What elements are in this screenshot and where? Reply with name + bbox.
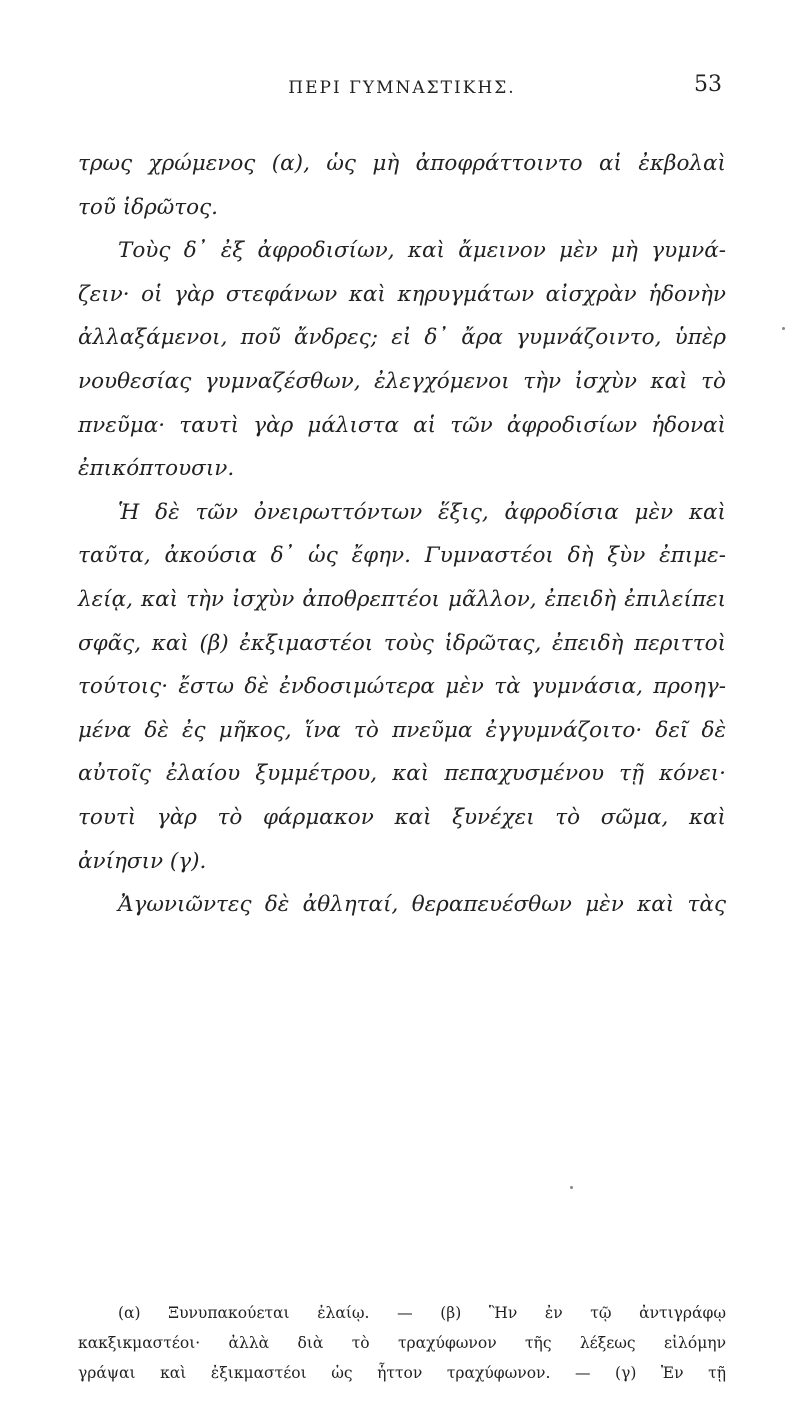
page-number: 53 bbox=[694, 72, 722, 97]
paper-speck bbox=[570, 1186, 573, 1189]
text-line: σφᾶς, καὶ (β) ἐκξιμαστέοι τοὺς ἱδρῶτας, ἐπειδὴ περιττοὶ bbox=[78, 630, 726, 656]
text-line: ἐπικόπτουσιν. bbox=[78, 456, 235, 482]
footnote-line: γράψαι καὶ ἐξικμαστέοι ὡς ἧττον τραχύφωνον. — (γ) Ἐν τῇ bbox=[78, 1364, 726, 1382]
text-line: νουθεσίας γυμναζέσθων, ἐλεγχόμενοι τὴν ἰσχὺν καὶ τὸ bbox=[78, 368, 726, 394]
text-line: λείᾳ, καὶ τὴν ἰσχὺν ἀποθρεπτέοι μᾶλλον, ἐπειδὴ ἐπιλείπει bbox=[78, 586, 726, 612]
text-line: πνεῦμα· ταυτὶ γὰρ μάλιστα αἱ τῶν ἀφροδισίων ἡδοναὶ bbox=[78, 412, 726, 438]
footnote-line: (α) Ξυνυπακούεται ἐλαίῳ. — (β) Ἣν ἐν τῷ ἀντιγράφῳ bbox=[118, 1304, 726, 1322]
paper-speck bbox=[782, 327, 785, 330]
page-header bbox=[78, 72, 726, 102]
text-line: Ἡ δὲ τῶν ὀνειρωττόντων ἕξις, ἀφροδίσια μὲν καὶ bbox=[118, 499, 726, 525]
book-page bbox=[78, 0, 726, 1416]
text-line: τοῦ ἱδρῶτος. bbox=[78, 194, 219, 220]
text-line: ἀνίησιν (γ). bbox=[78, 848, 207, 874]
text-line: τρως χρώμενος (α), ὡς μὴ ἀποφράττοιντο αἱ ἐκβολαὶ bbox=[78, 151, 726, 176]
text-line: μένα δὲ ἐς μῆκος, ἵνα τὸ πνεῦμα ἐγγυμνάζοιτο· δεῖ δὲ bbox=[78, 717, 726, 743]
main-text bbox=[78, 142, 726, 927]
footnote-line: κακξικμαστέοι· ἀλλὰ διὰ τὸ τραχύφωνον τῆς λέξεως εἰλόμην bbox=[78, 1334, 726, 1352]
text-line: ἀλλαξάμενοι, ποῦ ἄνδρες; εἰ δ᾽ ἄρα γυμνάζοιντο, ὑπὲρ bbox=[78, 325, 726, 351]
text-line: αὐτοῖς ἐλαίου ξυμμέτρου, καὶ πεπαχυσμένου τῇ κόνει· bbox=[78, 761, 726, 787]
footnotes bbox=[78, 1298, 726, 1388]
text-line: Τοὺς δ᾽ ἐξ ἀφροδισίων, καὶ ἄμεινον μὲν μὴ γυμνά- bbox=[118, 238, 726, 264]
text-line: τουτὶ γὰρ τὸ φάρμακον καὶ ξυνέχει τὸ σῶμα, καὶ bbox=[78, 804, 726, 830]
text-line: Ἀγωνιῶντες δὲ ἀθληταί, θεραπευέσθων μὲν καὶ τὰς bbox=[118, 892, 726, 918]
text-line: ζειν· οἱ γὰρ στεφάνων καὶ κηρυγμάτων αἰσχρὰν ἡδονὴν bbox=[78, 281, 726, 307]
text-line: τούτοις· ἔστω δὲ ἐνδοσιμώτερα μὲν τὰ γυμνάσια, προηγ- bbox=[78, 674, 726, 700]
text-line: ταῦτα, ἀκούσια δ᾽ ὡς ἔφην. Γυμναστέοι δὴ ξὺν ἐπιμε- bbox=[78, 543, 726, 569]
running-title: ΠΕΡΙ ΓΥΜΝΑΣΤΙΚΗΣ. bbox=[288, 78, 516, 98]
